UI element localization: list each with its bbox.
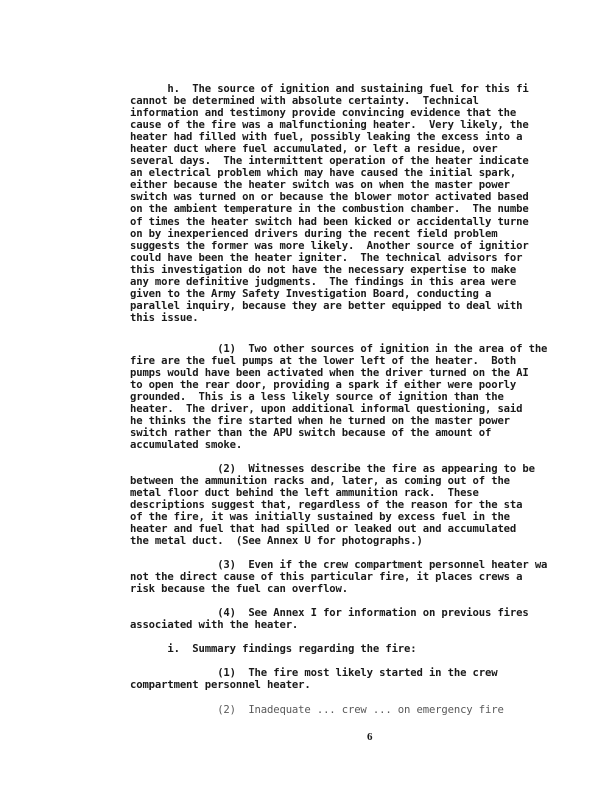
paragraph-i1-fire-origin: (1) The fire most likely started in the crew compartment personnel heater. (130, 667, 498, 692)
page-number: 6 (367, 731, 373, 743)
paragraph-h-source-of-ignition: h. The source of ignition and sustaining fuel for this fi cannot be determined with absolute certainty. Technical information and testimony provide convincing evidence that the cause of the fire was a malfunctioning heater. Very likely, the heater had filled with fuel, possibly leaking the excess into a heater duct where fuel accumulated, or left a residue, over several days. The intermittent operation of the heater indicate an electrical problem which may have caused the initial spark, either because the heater switch was on when the master power switch was turned on or because the blower motor activated based on the ambient temperature in the combustion chamber. The numbe of times the heater switch had been kicked or accidentally turne on by inexperienced drivers during the recent field problem suggests the former was more likely. Another source of ignitior could have been the heater igniter. The technical advisors for this investigation do not have the necessary expertise to make any more definitive judgments. The findings in this area were given to the Army Safety Investigation Board, conducting a parallel inquiry, because they are better equipped to deal with this issue. (130, 83, 529, 324)
paragraph-i2-truncated: (2) Inadequate ... crew ... on emergency fire (130, 704, 504, 716)
paragraph-h2-witnesses: (2) Witnesses describe the fire as appearing to be between the ammunition racks and, later, as coming out of the metal floor duct behind the left ammunition rack. These descriptions suggest that, regardless of the reason for the sta of the fire, it was initially sustained by excess fuel in the heater and fuel that had spilled or leaked out and accumulated the metal duct. (See Annex U for photographs.) (130, 463, 535, 548)
paragraph-h3-heater-risk: (3) Even if the crew compartment personnel heater wa not the direct cause of this particular fire, it places crews a risk because the fuel can overflow. (130, 559, 548, 596)
heading-i-summary-findings: i. Summary findings regarding the fire: (130, 643, 417, 655)
paragraph-h4-annex-reference: (4) See Annex I for information on previous fires associated with the heater. (130, 607, 529, 632)
paragraph-h1-fuel-pumps: (1) Two other sources of ignition in the area of the fire are the fuel pumps at the lower left of the heater. Both pumps would have been activated when the driver turned on the AI to open the rear door, providing a spark if either were poorly grounded. This is a less likely source of ignition than the heater. The driver, upon additional informal questioning, said he thinks the fire started when he turned on the master power switch rather than the APU switch because of the amount of accumulated smoke. (130, 343, 548, 452)
